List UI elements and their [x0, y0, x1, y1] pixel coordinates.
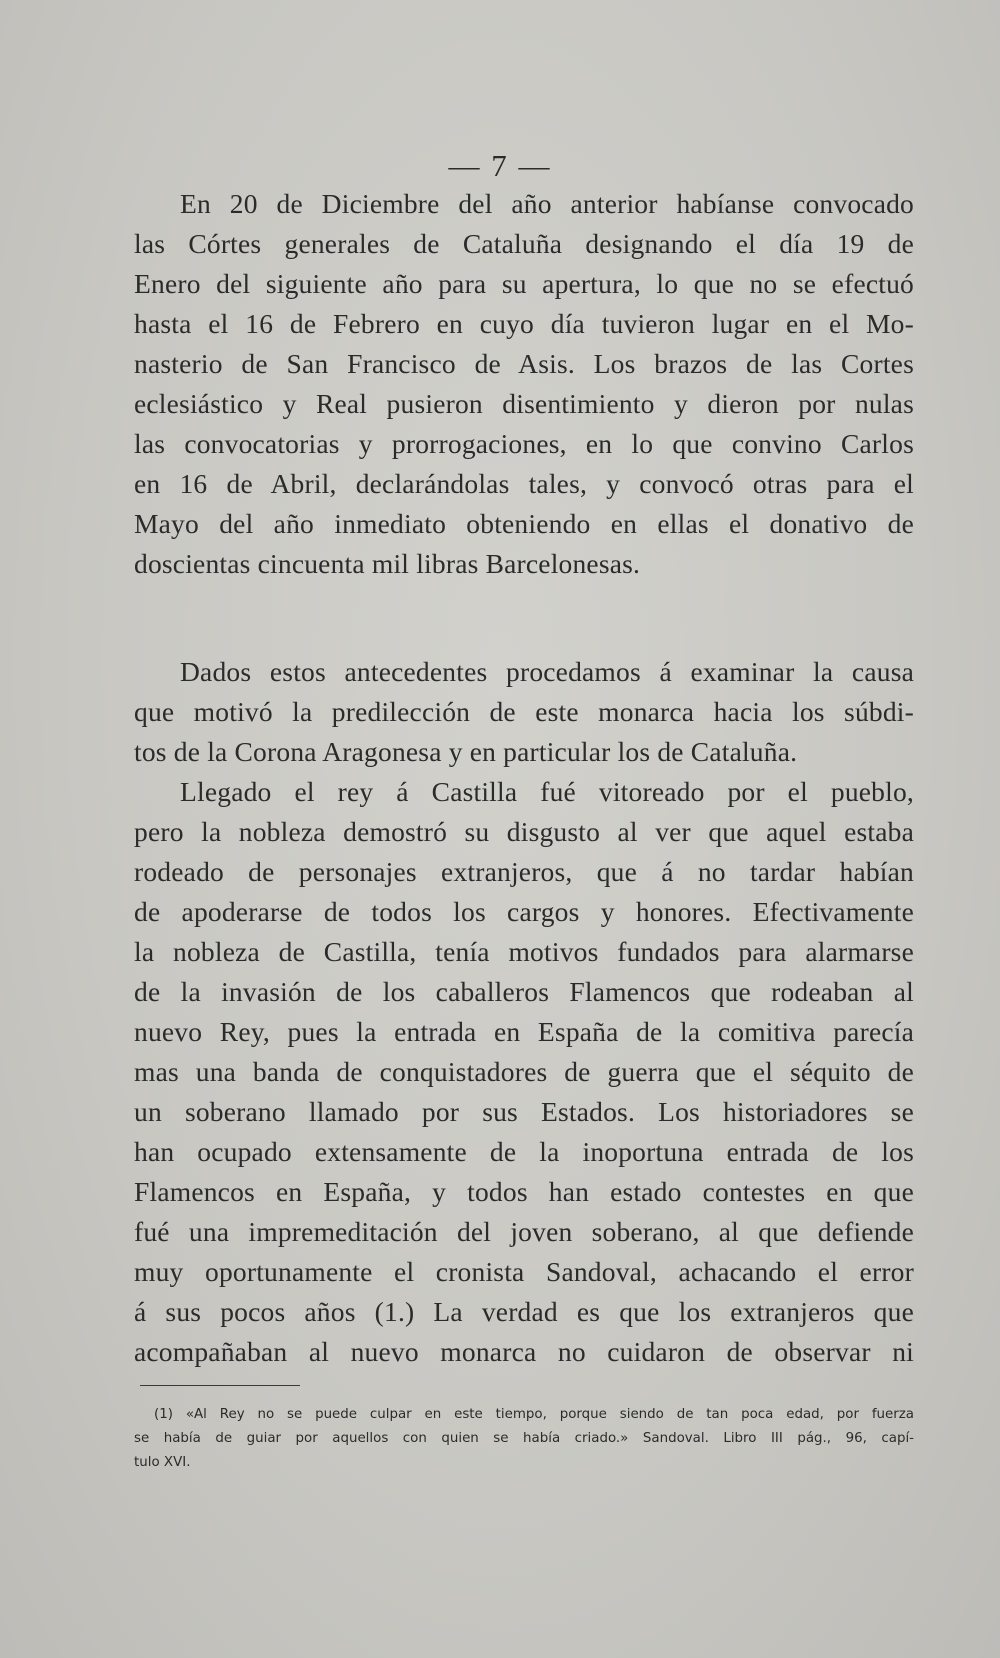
- text-line: de la invasión de los caballeros Flamencos que rodeaban al: [134, 976, 914, 1007]
- footnote-divider: [140, 1385, 300, 1386]
- paragraph-1: [134, 184, 914, 584]
- text-line: de apoderarse de todos los cargos y honores. Efectivamente: [134, 896, 914, 927]
- text-line: la nobleza de Castilla, tenía motivos fundados para alarmarse: [134, 936, 914, 967]
- text-line: fué una impremeditación del joven soberano, al que defiende: [134, 1216, 914, 1247]
- text-line: pero la nobleza demostró su disgusto al ver que aquel estaba: [134, 816, 914, 847]
- text-line: Mayo del año inmediato obteniendo en ellas el donativo de: [134, 508, 914, 539]
- text-line: En 20 de Diciembre del año anterior habíanse convocado: [180, 188, 914, 219]
- text-line: en 16 de Abril, declarándolas tales, y convocó otras para el: [134, 468, 914, 499]
- text-line: han ocupado extensamente de la inoportuna entrada de los: [134, 1136, 914, 1167]
- text-line: las convocatorias y prorrogaciones, en lo que convino Carlos: [134, 428, 914, 459]
- text-line: un soberano llamado por sus Estados. Los historiadores se: [134, 1096, 914, 1127]
- text-line: mas una banda de conquistadores de guerra que el séquito de: [134, 1056, 914, 1087]
- text-line: muy oportunamente el cronista Sandoval, achacando el error: [134, 1256, 914, 1287]
- text-line: nasterio de San Francisco de Asis. Los brazos de las Cortes: [134, 348, 914, 379]
- text-line: acompañaban al nuevo monarca no cuidaron de observar ni: [134, 1336, 914, 1367]
- footnote-line: se había de guiar por aquellos con quien se había criado.» Sandoval. Libro III pág., 96, capí-: [134, 1431, 914, 1446]
- footnote-line: tulo XVI.: [134, 1455, 191, 1470]
- footnote: [134, 1403, 914, 1475]
- text-line: rodeado de personajes extranjeros, que á no tardar habían: [134, 856, 914, 887]
- text-line: Llegado el rey á Castilla fué vitoreado por el pueblo,: [180, 776, 914, 807]
- text-line: Flamencos en España, y todos han estado contestes en que: [134, 1176, 914, 1207]
- paragraph-3: [134, 772, 914, 1372]
- text-line: las Córtes generales de Cataluña designando el día 19 de: [134, 228, 914, 259]
- text-line: á sus pocos años (1.) La verdad es que los extranjeros que: [134, 1296, 914, 1327]
- text-line: doscientas cincuenta mil libras Barcelonesas.: [134, 548, 641, 579]
- text-line: nuevo Rey, pues la entrada en España de la comitiva parecía: [134, 1016, 914, 1047]
- paragraph-2: [134, 652, 914, 772]
- text-line: hasta el 16 de Febrero en cuyo día tuvieron lugar en el Mo-: [134, 308, 914, 339]
- text-line: Dados estos antecedentes procedamos á examinar la causa: [180, 656, 914, 687]
- text-line: que motivó la predilección de este monarca hacia los súbdi-: [134, 696, 914, 727]
- text-line: tos de la Corona Aragonesa y en particular los de Cataluña.: [134, 736, 798, 767]
- page-number: — 7 —: [448, 148, 552, 183]
- text-line: Enero del siguiente año para su apertura, lo que no se efectuó: [134, 268, 914, 299]
- footnote-line: (1) «Al Rey no se puede culpar en este tiempo, porque siendo de tan poca edad, por fuerza: [154, 1407, 914, 1422]
- text-line: eclesiástico y Real pusieron disentimiento y dieron por nulas: [134, 388, 914, 419]
